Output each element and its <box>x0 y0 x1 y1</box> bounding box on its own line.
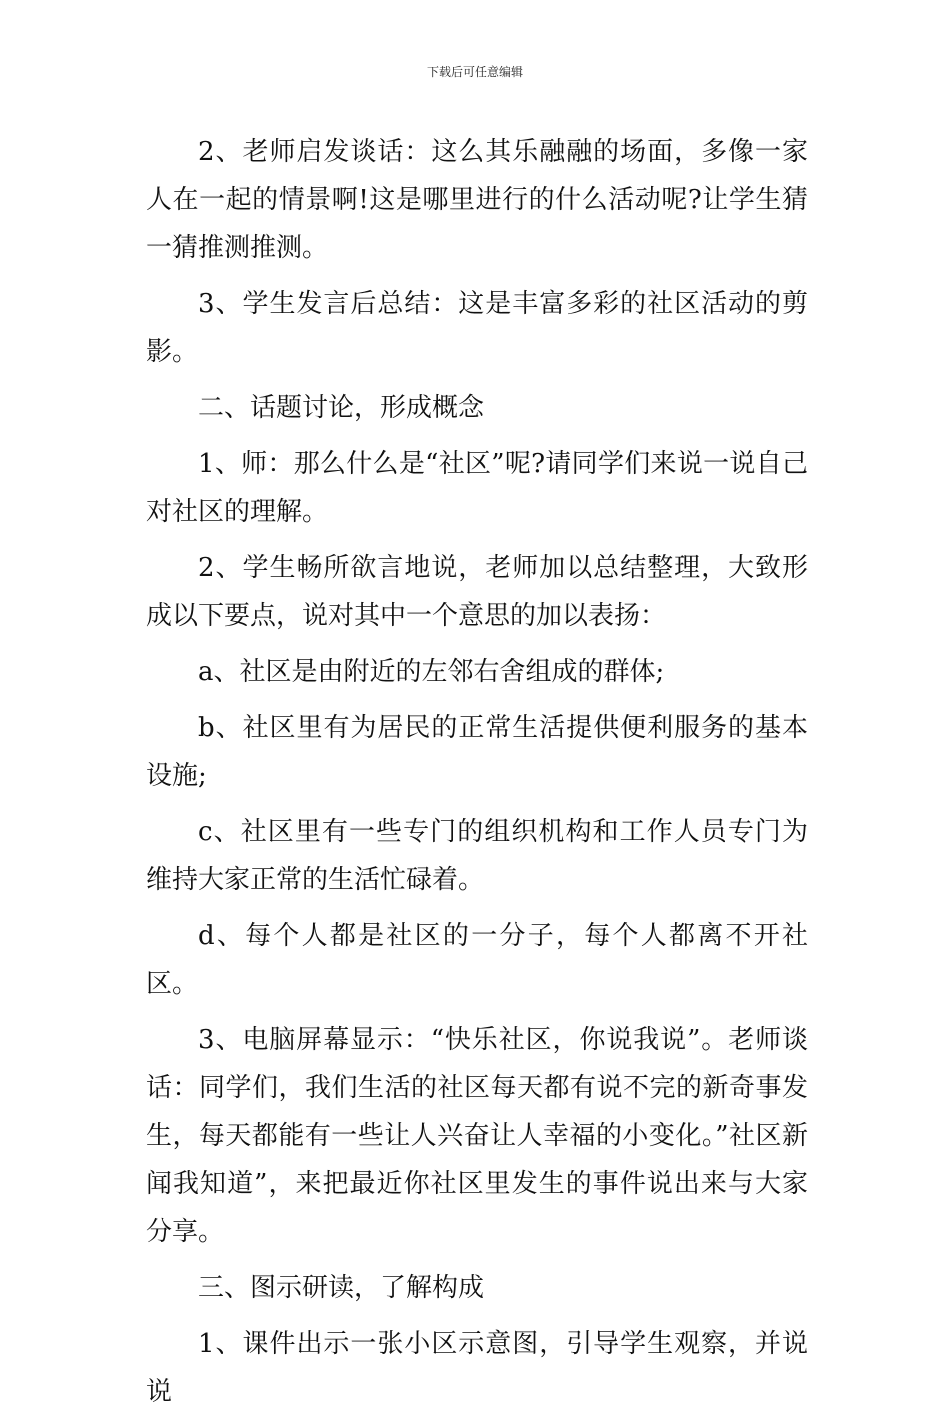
paragraph: 1、课件出示一张小区示意图，引导学生观察，并说说 <box>146 1329 808 1407</box>
section-heading: 二、话题讨论，形成概念 <box>198 393 485 423</box>
list-item: c、社区里有一些专门的组织机构和工作人员专门为维持大家正常的生活忙碌着。 <box>146 817 808 895</box>
list-item: b、社区里有为居民的正常生活提供便利服务的基本设施; <box>146 713 808 791</box>
list-item: a、社区是由附近的左邻右舍组成的群体; <box>198 657 665 687</box>
document-body <box>146 128 808 1424</box>
page-header: 下载后可任意编辑 <box>426 65 523 79</box>
paragraph: 3、电脑屏幕显示：“快乐社区，你说我说”。老师谈话：同学们，我们生活的社区每天都有说不完的新奇事发生，每天都能有一些让人兴奋让人幸福的小变化。”社区新闻我知道”，来把最近你社区里发生的事件说出来与大家分享。 <box>146 1025 808 1247</box>
paragraph: 3、学生发言后总结：这是丰富多彩的社区活动的剪影。 <box>146 289 808 367</box>
list-item: d、每个人都是社区的一分子，每个人都离不开社区。 <box>146 921 808 999</box>
paragraph: 1、师：那么什么是“社区”呢?请同学们来说一说自己对社区的理解。 <box>146 449 808 527</box>
paragraph: 2、学生畅所欲言地说，老师加以总结整理，大致形成以下要点，说对其中一个意思的加以表扬： <box>146 553 808 631</box>
paragraph: 2、老师启发谈话：这么其乐融融的场面，多像一家人在一起的情景啊!这是哪里进行的什么活动呢?让学生猜一猜推测推测。 <box>146 137 808 263</box>
section-heading: 三、图示研读，了解构成 <box>198 1273 485 1303</box>
